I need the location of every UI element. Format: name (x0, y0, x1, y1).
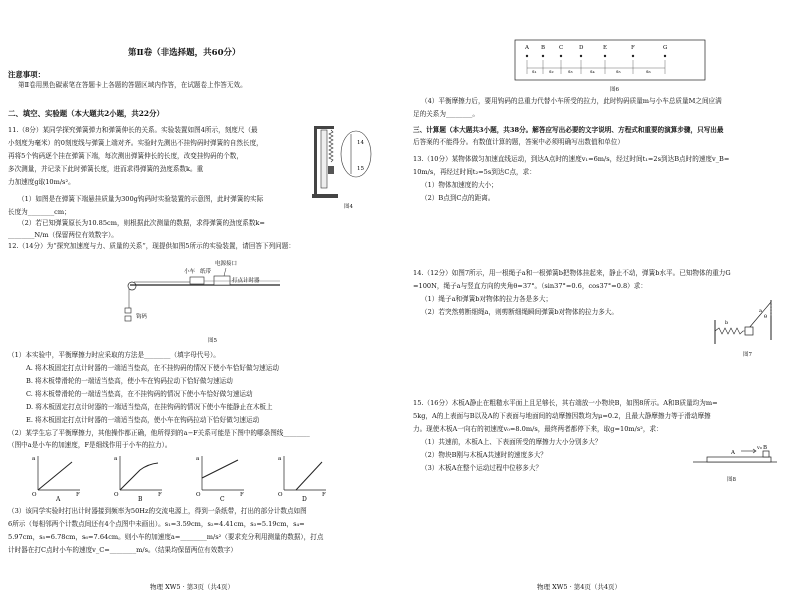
right-page (397, 0, 794, 599)
fig8-label: A (731, 450, 735, 456)
tape-point (580, 55, 582, 57)
q12-option: B. 将木板带滑轮的一端适当垫高，使小车在钩码拉动下恰好做匀速运动 (26, 377, 233, 385)
graph-label: C (220, 496, 225, 503)
hook-weight (328, 166, 334, 174)
q14-line: 14.（12分）如图7所示，用一根绳子a和一根弹簧b把物体挂起来，静止不动，弹簧b水平。已知物体的重力G (413, 269, 731, 277)
q11-line: 小刻度为毫米）的0刻度线与弹簧上端对齐。实验时先测出不挂钩码时弹簧的自然长度， (8, 139, 263, 147)
fig7-label: θ (764, 314, 768, 320)
timer (214, 276, 230, 285)
q15-line: （3）木板A在整个运动过程中位移多大？ (421, 464, 543, 472)
q12-option: D. 将木板固定打点计时器的一端适当垫高，在挂钩码的情况下使小车能静止在木板上 (26, 403, 273, 411)
svg-text:a: a (114, 456, 118, 462)
fig7-label: b (725, 320, 729, 326)
fig7-caption: 图7 (743, 352, 752, 358)
q12-line: 5.97cm，s₅=6.78cm，s₆=7.64cm。则小车的加速度a=________m/s²（要求充分利用测量的数据），打点 (8, 533, 324, 541)
figure-6 (515, 40, 705, 82)
page-footer: 物理 XW5 · 第3页（共4页） (150, 583, 234, 591)
q14-line: （1）绳子a和弹簧b对物体的拉力各是多大； (421, 295, 553, 303)
q12-intro: 12.（14分）为“探究加速度与力、质量的关系”，现提供如图5所示的实验装置，请回答下列问题： (8, 242, 295, 250)
tape-points (524, 45, 667, 75)
q12-line: 计时器在打C点时小车的速度v_C=________m/s。（结果均保留两位有效数字） (8, 546, 238, 554)
cart (190, 277, 204, 284)
spring (329, 130, 333, 162)
stand-arm (314, 126, 334, 129)
weight-1 (125, 308, 131, 313)
q12-option: A. 将木板固定打点计时器的一端适当垫高，在不挂钩码的情况下使小车恰好做匀速运动 (26, 364, 279, 372)
graph-label: A (56, 496, 61, 503)
tape-segment-label: s₂ (549, 69, 554, 75)
q12-line: （1）本实验中，平衡摩擦力时应采取的方法是________（填字母代号）。 (8, 351, 220, 359)
svg-text:F: F (322, 492, 326, 498)
graph-D (278, 456, 326, 503)
page-footer: 物理 XW5 · 第4页（共4页） (537, 583, 621, 591)
svg-text:F: F (76, 492, 80, 498)
tape-point (560, 55, 562, 57)
fig8-caption: 图8 (727, 477, 736, 483)
q12-line: 6所示（每相邻两个计数点间还有4个点图中未画出）。s₁=3.59cm，s₂=4.41cm，s₃=5.19cm，s₄= (8, 520, 305, 528)
svg-text:O: O (114, 492, 119, 498)
plug-cable (224, 268, 226, 276)
tape-segment-label: s₅ (616, 69, 621, 75)
graph-B (114, 456, 162, 503)
fig5-label: 钩码 (136, 314, 148, 320)
tape-segment-label: s₁ (532, 69, 537, 75)
tape-point (526, 55, 528, 57)
fig5-label: 小车 (184, 269, 196, 275)
q12-option: C. 将木板带滑轮的一端适当垫高，在不挂钩码的情况下使小车恰好做匀速运动 (26, 390, 253, 398)
tape-segment-label: s₃ (568, 69, 573, 75)
spring-b (715, 328, 747, 334)
q15-line: 15.（16分）木板A静止在粗糙水平面上且足够长，其右端放一小物块B，如图8所示。A和B质量均为m= (413, 399, 718, 407)
board-a (707, 457, 771, 462)
part2-title: 二、填空、实验题（本大题共2小题，共22分） (8, 109, 164, 118)
fig8-label: B (763, 445, 768, 451)
part3-title-cont: 后答案的不能得分。有数值计算的题，答案中必须明确写出数值和单位） (413, 138, 624, 146)
notice-title: 注意事项： (8, 70, 45, 79)
q12-part4-line: （4）平衡摩擦力后，要用钩码的总重力代替小车所受的拉力，此时钩码质量m与小车总质量M之间应满 (421, 97, 722, 105)
fig5-caption: 图5 (208, 338, 217, 344)
tape-point (542, 55, 544, 57)
q15-line: 力。现使木板A一向右的初速度v₀=8.0m/s，最终两者都停下来，取g=10m/s²，求： (413, 425, 663, 433)
q14-line: （2）若突然剪断细绳a，则剪断细绳瞬间弹簧b对物体的拉力多大。 (421, 308, 618, 316)
object (745, 327, 753, 335)
fig4-label: 15 (357, 166, 364, 172)
q11-line: ________N/m（保留两位有效数字）。 (8, 231, 118, 239)
fig8-label: v₀ (757, 445, 762, 451)
svg-text:O: O (196, 492, 201, 498)
q12-line: （2）某学生忘了平衡摩擦力，其他操作都正确，他所得到的a−F关系可能是下图中的哪条图线________ (8, 429, 310, 437)
q12-option: E. 将木板固定打点计时器的一端适当垫高，使小车在钩码拉动下恰好做匀速运动 (26, 416, 260, 424)
tape-point (664, 55, 666, 57)
tape-point-label: A (525, 45, 529, 51)
svg-text:O: O (278, 492, 283, 498)
q13-line: 10m/s，再经过时间t₂=5s到达C点，求： (413, 168, 536, 176)
q15-line: （1）共速前，木板A上、下表面所受的摩擦力大小分别多大？ (421, 438, 602, 446)
fig5-label: 打点计时器 (232, 278, 260, 284)
tape-point-label: B (541, 45, 546, 51)
fig4-label: 14 (357, 140, 364, 146)
svg-text:F: F (240, 492, 244, 498)
fig6-caption: 图6 (610, 87, 619, 93)
rope-a (749, 302, 771, 328)
figure-8 (693, 440, 777, 470)
tape-point-label: E (603, 45, 608, 51)
stand-base (312, 194, 338, 198)
block-b (763, 451, 769, 457)
fig5-label: 纸带 (200, 269, 212, 275)
q11-line: （2）若已知弹簧原长为10.85cm，则根据此次测量的数据，求得弹簧的劲度系数k= (18, 219, 265, 227)
af-graphs (10, 454, 330, 502)
q11-line: 再将5个钩码逐个挂在弹簧下端，每次测出弹簧伸长的长度，改变挂钩码的个数， (8, 152, 243, 160)
tape-point-label: D (579, 45, 584, 51)
graph-label: D (302, 496, 307, 503)
tape-point (632, 55, 634, 57)
q13-line: （1）物体加速度的大小； (421, 181, 498, 189)
svg-text:O: O (32, 492, 37, 498)
svg-text:a: a (196, 456, 200, 462)
svg-text:a: a (32, 456, 36, 462)
q11-line: （1）如图是在弹簧下端悬挂质量为300g钩码时实验装置的示意图，此时弹簧的实际 (18, 195, 264, 203)
tape-point-label: F (631, 45, 635, 51)
svg-text:a: a (278, 456, 282, 462)
q11-line: 力加速度g取10m/s²。 (8, 178, 75, 186)
q15-line: （2）物块B刚与木板A共速时的速度多大？ (421, 451, 547, 459)
graph-C (196, 456, 244, 503)
zoom-circle (341, 131, 371, 177)
fig5-label: 电源接口 (215, 261, 238, 267)
fig4-caption: 图4 (344, 204, 353, 210)
figure-7 (711, 300, 775, 348)
pulley (128, 282, 136, 290)
notice-text: 第Ⅱ卷用黑色碳素笔在答题卡上各题的答题区域内作答，在试题卷上作答无效。 (18, 81, 247, 89)
q11-line: 多次测量，并记录下此时弹簧长度，进而求得弹簧的劲度系数k。重 (8, 165, 204, 173)
q12-line: （3）该同学实验时打出计时器接到频率为50Hz的交流电源上，得到一条纸带，打出的部分计数点如图 (8, 507, 307, 515)
q14-line: =100N，绳子a与竖直方向的夹角θ=37°。（sin37°=0.6，cos37°=0.8）求： (413, 282, 647, 290)
svg-text:F: F (158, 492, 162, 498)
q11-line: 11.（8分）某同学探究弹簧弹力和弹簧伸长的关系。实验装置如图4所示，刻度尺（最 (8, 126, 258, 134)
graph-A (32, 456, 80, 503)
fig7-label: a (759, 308, 762, 314)
q12-part4-line: 足的关系为________。 (413, 110, 479, 118)
weight-2 (125, 316, 131, 321)
part3-title: 三、计算题（本大题共3小题，共38分。解答应写出必要的文字说明、方程式和重要的演算步骤，只写出最 (413, 126, 724, 134)
section-title: 第Ⅱ卷（非选择题，共60分） (128, 48, 241, 58)
tape-segment-label: s₄ (590, 69, 595, 75)
figure-5 (120, 256, 300, 336)
tape-point-label: C (559, 45, 564, 51)
q13-line: 13.（10分）某物体做匀加速直线运动，到达A点时的速度v₁=6m/s，经过时间t₁=2s到达B点时的速度v_B= (413, 155, 730, 163)
tape-segment-label: s₆ (646, 69, 651, 75)
q11-line: 长度为________cm； (8, 208, 71, 216)
q15-line: 5kg，A的上表面与B以及A的下表面与地面间的动摩擦因数均为μ=0.2，且最大静摩擦力等于滑动摩擦 (413, 412, 711, 420)
graph-label: B (138, 496, 143, 503)
tape-point (604, 55, 606, 57)
q12-line: （图中a是小车的加速度，F是细线作用于小车的拉力）。 (8, 441, 172, 449)
ruler (321, 130, 327, 188)
q13-line: （2）B点到C点的距离。 (421, 194, 495, 202)
figure-4 (312, 122, 372, 202)
stand-post (314, 126, 317, 196)
tape-point-label: G (663, 45, 668, 51)
